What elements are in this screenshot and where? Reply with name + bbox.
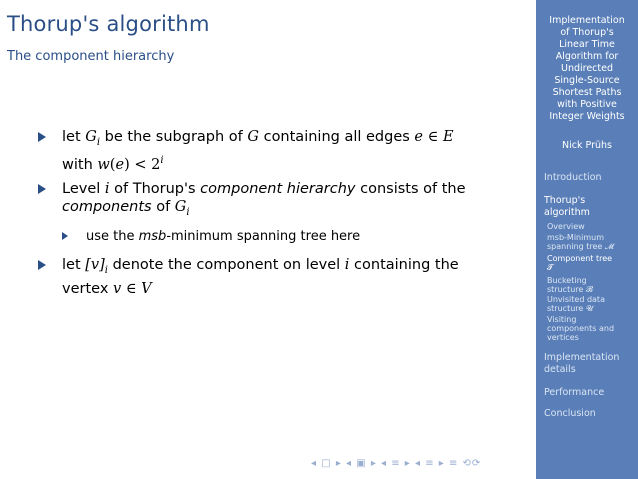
frame-title: Thorup's algorithm bbox=[7, 12, 210, 36]
sub-bullet-triangle-icon bbox=[62, 232, 68, 240]
bullet-triangle-icon bbox=[38, 184, 46, 194]
sidebar-section-performance[interactable]: Performance bbox=[544, 387, 605, 398]
sidebar-subsection-component-tree[interactable]: Component tree 𝓣 bbox=[547, 254, 613, 272]
sidebar-subsection-overview[interactable]: Overview bbox=[547, 222, 585, 231]
slide-content bbox=[38, 128, 508, 304]
sidebar-presentation-title[interactable]: Implementation of Thorup's Linear Time Algorithm for Undirected Single-Source Shortest Paths with Positive Integer Weights bbox=[549, 15, 625, 122]
sidebar-subsection-unvisited[interactable]: Unvisited data structure 𝓤 bbox=[547, 295, 605, 313]
sub-bullet-msb: use the msb-minimum spanning tree here bbox=[38, 228, 508, 246]
sidebar-subsection-bucketing[interactable]: Bucketing structure 𝓑 bbox=[547, 276, 593, 294]
sidebar bbox=[536, 0, 638, 479]
bullet-triangle-icon bbox=[38, 132, 46, 142]
sidebar-subsection-msb-mst[interactable]: msb-Minimum spanning tree 𝓜 bbox=[547, 233, 614, 251]
sidebar-subsection-visiting[interactable]: Visiting components and vertices bbox=[547, 315, 615, 342]
frame-subtitle: The component hierarchy bbox=[7, 49, 175, 64]
bullet-triangle-icon bbox=[38, 260, 46, 270]
sidebar-section-implementation-details[interactable]: Implementation details bbox=[544, 352, 620, 375]
sidebar-section-introduction[interactable]: Introduction bbox=[544, 172, 602, 183]
bullet-item-component: let $[v]_i$ denote the component on level i containing the vertex v ∈ V bbox=[38, 256, 508, 298]
bullet-item-subgraph: let $G_i$ be the subgraph of G containing all edges e ∈ E with $w(e) < 2^i$ bbox=[38, 128, 508, 174]
sidebar-section-conclusion[interactable]: Conclusion bbox=[544, 408, 596, 419]
sidebar-author: Nick Prühs bbox=[562, 140, 612, 151]
beamer-navigation-icons[interactable]: ◂ □ ▸ ◂ ▣ ▸ ◂ ≡ ▸ ◂ ≡ ▸ ≡ ⟲⟳ bbox=[311, 458, 482, 469]
sidebar-section-thorups-algorithm[interactable]: Thorup's algorithm bbox=[544, 195, 590, 218]
bullet-item-level: Level i of Thorup's component hierarchy consists of the components of $G_i$ bbox=[38, 180, 508, 222]
